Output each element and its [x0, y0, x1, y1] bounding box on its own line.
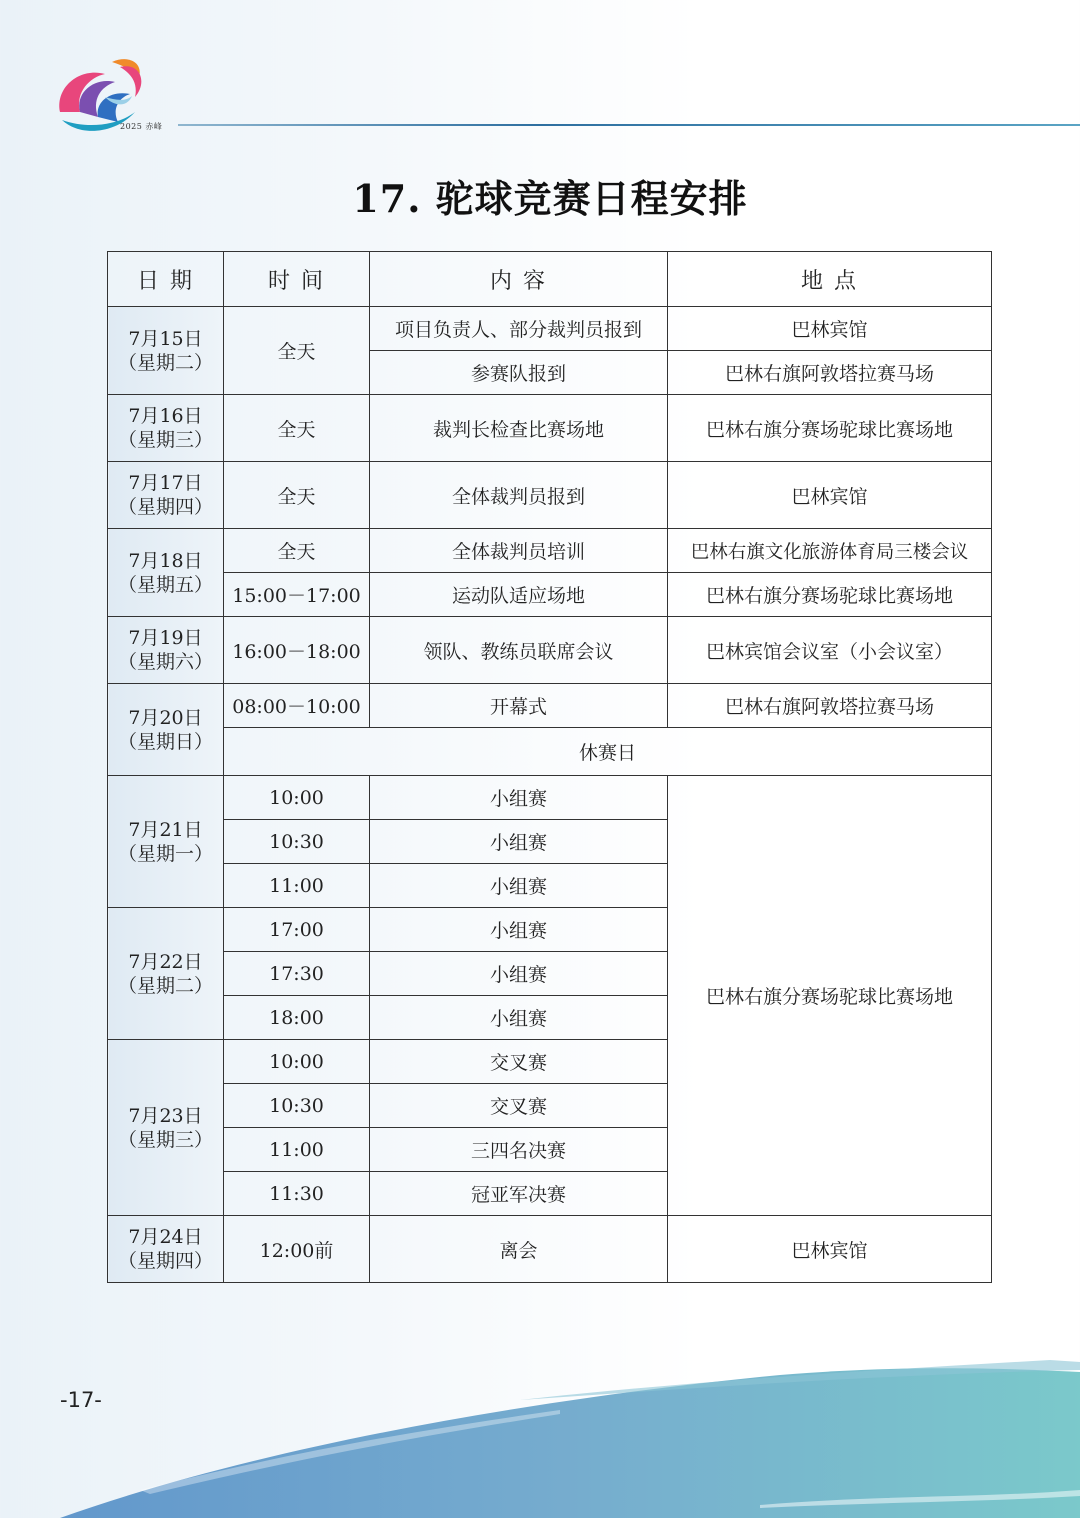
content-cell: 全体裁判员报到 — [370, 462, 668, 529]
content-cell: 项目负责人、部分裁判员报到 — [370, 307, 668, 351]
header-date: 日 期 — [108, 252, 224, 307]
date-cell — [108, 908, 224, 1040]
table-row — [108, 573, 992, 617]
date-cell — [108, 776, 224, 908]
header-content: 内 容 — [370, 252, 668, 307]
date-cell — [108, 617, 224, 684]
weekday-label: （星期六） — [117, 651, 213, 673]
location-cell: 巴林宾馆 — [668, 1216, 992, 1283]
content-cell: 小组赛 — [370, 996, 668, 1040]
location-cell: 巴林右旗分赛场驼球比赛场地 — [668, 573, 992, 617]
time-cell: 10:30 — [224, 1084, 370, 1128]
time-cell: 全天 — [224, 307, 370, 395]
location-cell: 巴林右旗分赛场驼球比赛场地 — [668, 395, 992, 462]
date-label: 7月17日 — [128, 472, 203, 494]
weekday-label: （星期四） — [117, 1250, 213, 1272]
date-label: 7月24日 — [128, 1226, 203, 1248]
date-cell — [108, 684, 224, 776]
table-row — [108, 395, 992, 462]
table-row — [108, 728, 992, 776]
logo-caption: 2025 赤峰 — [120, 122, 163, 131]
table-row — [108, 307, 992, 351]
date-label: 7月22日 — [128, 950, 203, 973]
date-label: 7月23日 — [128, 1104, 203, 1127]
content-cell: 领队、教练员联席会议 — [370, 617, 668, 684]
weekday-label: （星期二） — [117, 974, 213, 997]
date-label: 7月19日 — [128, 627, 203, 649]
content-cell: 小组赛 — [370, 908, 668, 952]
table-row — [108, 529, 992, 573]
location-cell: 巴林宾馆 — [668, 462, 992, 529]
time-cell: 10:00 — [224, 776, 370, 820]
table-row — [108, 776, 992, 820]
page-number: -17- — [60, 1388, 102, 1412]
date-cell — [108, 462, 224, 529]
time-cell: 10:30 — [224, 820, 370, 864]
date-cell — [108, 1040, 224, 1216]
date-cell — [108, 529, 224, 617]
weekday-label: （星期日） — [117, 730, 213, 753]
time-cell: 16:00－18:00 — [224, 617, 370, 684]
date-label: 7月16日 — [128, 405, 203, 427]
content-cell: 开幕式 — [370, 684, 668, 728]
weekday-label: （星期五） — [117, 573, 213, 596]
location-cell: 巴林宾馆 — [668, 307, 992, 351]
date-label: 7月21日 — [128, 818, 203, 841]
time-cell: 18:00 — [224, 996, 370, 1040]
time-cell: 全天 — [224, 462, 370, 529]
time-cell: 17:30 — [224, 952, 370, 996]
weekday-label: （星期三） — [117, 1128, 213, 1151]
schedule-table — [107, 251, 992, 1283]
header-divider — [178, 124, 1080, 126]
shared-location-cell: 巴林右旗分赛场驼球比赛场地 — [668, 776, 992, 1216]
content-cell: 交叉赛 — [370, 1040, 668, 1084]
location-cell: 巴林右旗阿敦塔拉赛马场 — [668, 684, 992, 728]
weekday-label: （星期四） — [117, 496, 213, 518]
weekday-label: （星期一） — [117, 842, 213, 865]
table-row — [108, 684, 992, 728]
time-cell: 全天 — [224, 395, 370, 462]
date-cell — [108, 395, 224, 462]
content-cell: 运动队适应场地 — [370, 573, 668, 617]
content-cell: 参赛队报到 — [370, 351, 668, 395]
content-cell: 裁判长检查比赛场地 — [370, 395, 668, 462]
content-cell: 三四名决赛 — [370, 1128, 668, 1172]
weekday-label: （星期二） — [117, 351, 213, 374]
content-cell: 小组赛 — [370, 776, 668, 820]
time-cell: 全天 — [224, 529, 370, 573]
content-cell: 离会 — [370, 1216, 668, 1283]
location-cell: 巴林右旗文化旅游体育局三楼会议 — [668, 529, 992, 573]
table-row — [108, 462, 992, 529]
time-cell: 11:00 — [224, 1128, 370, 1172]
date-cell — [108, 307, 224, 395]
time-cell: 10:00 — [224, 1040, 370, 1084]
table-row — [108, 617, 992, 684]
time-cell: 17:00 — [224, 908, 370, 952]
content-cell: 全体裁判员培训 — [370, 529, 668, 573]
content-cell: 小组赛 — [370, 820, 668, 864]
date-label: 7月15日 — [128, 327, 203, 350]
content-cell: 小组赛 — [370, 952, 668, 996]
date-label: 7月18日 — [128, 549, 203, 572]
location-cell: 巴林宾馆会议室（小会议室） — [668, 617, 992, 684]
content-cell: 冠亚军决赛 — [370, 1172, 668, 1216]
location-cell: 巴林右旗阿敦塔拉赛马场 — [668, 351, 992, 395]
time-cell: 11:30 — [224, 1172, 370, 1216]
header-time: 时 间 — [224, 252, 370, 307]
time-cell: 11:00 — [224, 864, 370, 908]
rest-day-cell: 休赛日 — [224, 728, 992, 776]
content-cell: 小组赛 — [370, 864, 668, 908]
date-cell — [108, 1216, 224, 1283]
time-cell: 12:00前 — [224, 1216, 370, 1283]
header-location: 地 点 — [668, 252, 992, 307]
page-title: 17. 驼球竞赛日程安排 — [352, 176, 748, 221]
time-cell: 15:00－17:00 — [224, 573, 370, 617]
decorative-wave — [0, 1330, 1080, 1518]
content-cell: 交叉赛 — [370, 1084, 668, 1128]
weekday-label: （星期三） — [117, 429, 213, 451]
table-row — [108, 1216, 992, 1283]
time-cell: 08:00－10:00 — [224, 684, 370, 728]
date-label: 7月20日 — [128, 706, 203, 729]
